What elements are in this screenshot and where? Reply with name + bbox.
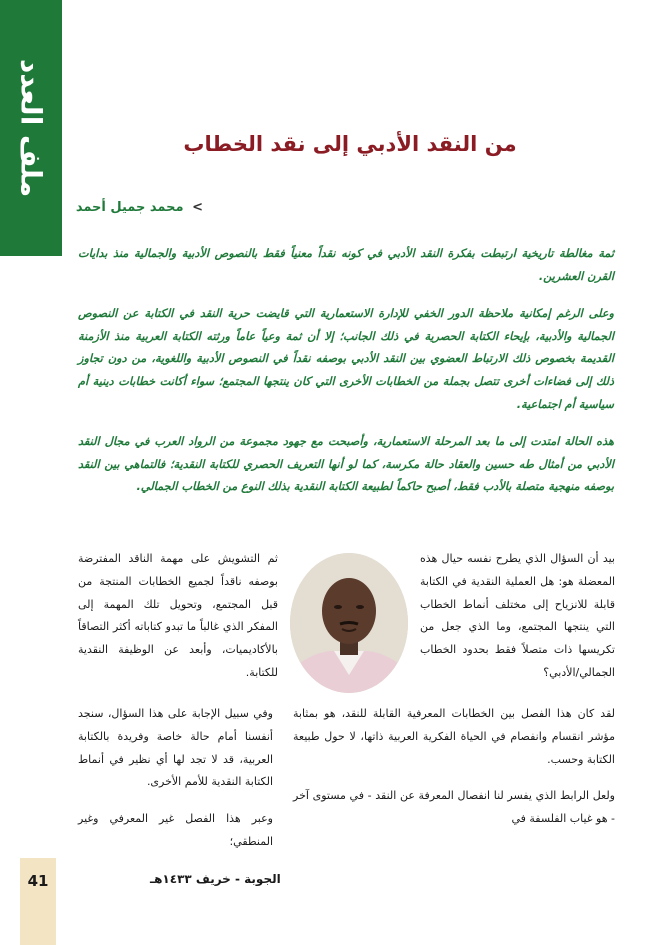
author-line bbox=[76, 200, 203, 215]
body-paragraph: لقد كان هذا الفصل بين الخطابات المعرفية القابلة للنقد، هو بمثابة مؤشر انقسام وانفصام في الحياة الفكرية العربية ذاتها، لا حول طبيعة الكتابة وحسب. bbox=[293, 707, 615, 766]
body-paragraph: ولعل الرابط الذي يفسر لنا انفصال المعرفة عن النقد - في مستوى آخر - هو غياب الفلسفة في bbox=[293, 789, 615, 826]
body-paragraph: وفي سبيل الإجابة على هذا السؤال، سنجد أنفسنا أمام حالة خاصة وفريدة بالكتابة العربية، قد لا تجد لها أي نظير في أنماط الكتابة النقدية للأمم الأخرى. bbox=[78, 707, 273, 789]
article-title: من النقد الأدبي إلى نقد الخطاب bbox=[183, 132, 517, 157]
author-portrait-image bbox=[290, 553, 408, 693]
body-column-left bbox=[78, 548, 278, 699]
section-tab bbox=[0, 0, 62, 256]
article-intro bbox=[78, 243, 614, 514]
author-photo bbox=[290, 553, 408, 693]
intro-paragraph: وعلى الرغم إمكانية ملاحظة الدور الخفي للإدارة الاستعمارية التي قايضت حرية النقد في الكتابة عن النصوص الجمالية والأدبية، بإيحاء الكتابة الحصرية في ذلك الجانب؛ إلا أن ثمة وعياً عاماً ورثته الكتابة العربية منذ الأزمنة القديمة بخصوص ذلك الارتباط العضوي بين النقد الأدبي بوصفه نقداً في النصوص الأدبية واللغوية، من دون تجاوز ذلك إلى فضاءات أخرى تتصل بجملة من الخطابات الأخرى التي كان ينتجها المجتمع؛ سواء أكانت خطابات دينية أم سياسية أم اجتماعية. bbox=[78, 307, 614, 411]
issue-label: الجوبة - خريف ١٤٣٣هـ bbox=[150, 872, 281, 886]
intro-paragraph: ثمة مغالطة تاريخية ارتبطت بفكرة النقد الأدبي في كونه نقداً معنياً فقط بالنصوص الأدبية والجمالية منذ بدايات القرن العشرين. bbox=[78, 247, 614, 283]
intro-paragraph: هذه الحالة امتدت إلى ما بعد المرحلة الاستعمارية، وأصبحت مع جهود مجموعة من الرواد العرب في مجال النقد الأدبي من أمثال طه حسين والعقاد حالة مكرسة، كما لو أنها التعريف الحصري للكتابة النقدية؛ فالتماهي بين النقد بوصفه منهجية متصلة بالأدب فقط، أصبح حاكماً لطبيعة الكتابة النقدية بذلك النوع من الخطاب الجمالي. bbox=[78, 435, 614, 494]
body-lower-left bbox=[293, 703, 615, 868]
page-number: 41 bbox=[27, 872, 49, 890]
section-tab-label: ملف العدد bbox=[14, 58, 48, 198]
author-name: محمد جميل أحمد bbox=[75, 200, 184, 215]
author-marker: > bbox=[192, 200, 203, 215]
body-paragraph: ثم التشويش على مهمة الناقد المفترضة بوصفه ناقداً لجميع الخطابات المنتجة من قبل المجتمع، وتحويل تلك المهمة إلى المفكر الذي غالباً ما تبدو كتاباته أكثر التصاقاً بالأكاديميات، وأبعد عن الوظيفة النقدية للكتابة. bbox=[78, 552, 278, 679]
body-lower-right bbox=[78, 703, 273, 868]
body-paragraph: وعبر هذا الفصل غير المعرفي وغير المنطقي؛ bbox=[78, 812, 273, 848]
body-paragraph: بيد أن السؤال الذي يطرح نفسه حيال هذه المعضلة هو: هل العملية النقدية في الكتابة قابلة للانزياح إلى مختلف أنماط الخطاب التي ينتجها المجتمع، وما الذي جعل من تكريسها ذات متصلاً فقط بحدود الخطاب الجمالي/الأدبي؟ bbox=[420, 552, 615, 679]
body-lower bbox=[78, 703, 615, 868]
body-column-right bbox=[420, 548, 615, 699]
